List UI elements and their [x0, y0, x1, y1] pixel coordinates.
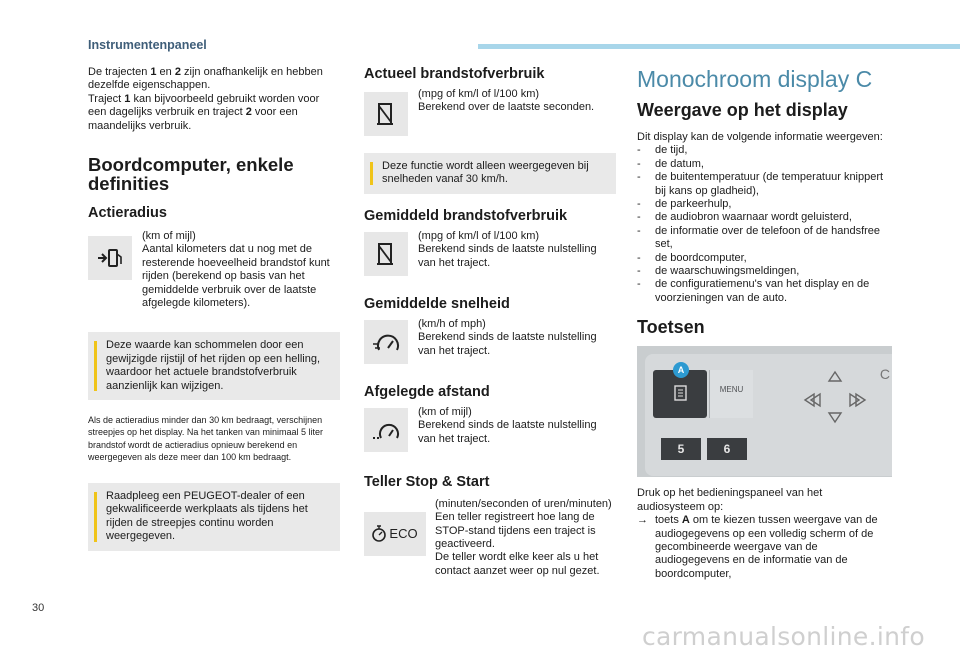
list-item: - de informatie over de telefoon of de handsfree set,: [637, 225, 892, 252]
stopstart-text: (minuten/seconden of uren/minuten) Een teller registreert hoe lang de STOP-stand tijdens een traject is geactiveerd. De teller wordt elke keer als u het contact aanzet weer op nul gezet.: [435, 497, 612, 577]
intro-paragraph-1: De trajecten 1 en 2 zijn onafhankelijk en hebben dezelfde eigenschappen.: [88, 66, 323, 92]
intro-paragraph-2: Traject 1 kan bijvoorbeeld gebruikt worden voor een dagelijks verbruik en traject 2 voor een maandelijks verbruik.: [88, 92, 320, 132]
eco-stop-start-icon: [364, 512, 426, 556]
actieradius-small-note: Als de actieradius minder dan 30 km bedraagt, verschijnen streepjes op het display. Na het tanken van minimaal 5 liter brandstof wordt de actieradius opnieuw berekend en weergegeven als deze meer dan 100 km bedraagt.: [88, 415, 323, 462]
list-item: - de waarschuwingsmeldingen,: [637, 265, 892, 278]
button-a-badge: A: [673, 362, 689, 378]
audio-control-panel-image: [637, 346, 892, 477]
list-item: - de parkeerhulp,: [637, 198, 892, 211]
info-box-schommelen: Deze waarde kan schommelen door een gewijzigde rijstijl of het rijden op een helling, waardoor het actuele brandstofverbruik aanzienlijk kan wijzigen.: [88, 332, 340, 400]
fuel-consumption-icon: [364, 232, 408, 276]
afstand-text: (km of mijl) Berekend sinds de laatste nulstelling van het traject.: [418, 405, 597, 445]
page-number: 30: [32, 602, 45, 614]
actueel-heading: Actueel brandstofverbruik: [364, 66, 545, 82]
info-box-dealer: Raadpleeg een PEUGEOT-dealer of een gekwalificeerde werkplaats als tijdens het rijden de streepjes continu worden weergegeven.: [88, 483, 340, 551]
snelheid-definition: [364, 318, 616, 364]
gemiddeld-definition: [364, 230, 616, 276]
list-item: - de boordcomputer,: [637, 252, 892, 265]
gemiddeld-heading: Gemiddeld brandstofverbruik: [364, 207, 568, 224]
actueel-text: (mpg of km/l of l/100 km) Berekend over de laatste seconden.: [418, 88, 595, 114]
navigation-arrows-icon[interactable]: [797, 366, 873, 442]
actieradius-heading: Actieradius: [88, 205, 167, 222]
boordcomputer-heading: Boordcomputer, enkele definities: [88, 154, 294, 195]
info-box-30kmh: Deze functie wordt alleen weergegeven bij snelheden vanaf 30 km/h.: [364, 153, 616, 194]
distance-icon: [364, 408, 408, 452]
snelheid-text: (km/h of mph) Berekend sinds de laatste nulstelling van het traject.: [418, 317, 597, 357]
column-middle: [364, 66, 616, 578]
column-right: [637, 66, 892, 581]
average-speed-icon: [364, 320, 408, 364]
panel-edge-label: C: [879, 366, 890, 383]
list-item: - de buitentemperatuur (de temperatuur knippert bij kans op gladheid),: [637, 171, 892, 198]
display-info-list: [637, 144, 892, 305]
bottom-intro: Druk op het bedieningspaneel van het audiosysteem op:: [637, 487, 823, 513]
list-item: - de datum,: [637, 158, 892, 171]
bottom-item-toets-a: → toets A om te kiezen tussen weergave van de audiogegevens op een volledig scherm of de gecombineerde weergave van de audiogegevens en de informatie van de boordcomputer,: [637, 514, 878, 580]
afstand-heading: Afgelegde afstand: [364, 383, 490, 400]
weergave-intro: Dit display kan de volgende informatie weergeven:: [637, 131, 883, 143]
toetsen-heading: Toetsen: [637, 317, 705, 338]
stopstart-definition: [364, 498, 616, 578]
display-title: Monochroom display C: [637, 66, 873, 92]
watermark: carmanualsonline.info: [642, 622, 925, 649]
afstand-definition: [364, 406, 616, 452]
preset-button-5[interactable]: 5: [661, 438, 701, 460]
list-item: - de configuratiemenu's van het display en de voorzieningen van de auto.: [637, 278, 892, 305]
header-accent-bar: [478, 44, 960, 49]
arrow-bullet-icon: →: [637, 514, 648, 527]
actueel-definition: [364, 88, 616, 136]
snelheid-heading: Gemiddelde snelheid: [364, 295, 510, 312]
list-item: - de tijd,: [637, 144, 892, 157]
actieradius-text: (km of mijl) Aantal kilometers dat u nog met de resterende hoeveelheid brandstof kunt rijden (berekend op basis van het gemiddelde verbruik over de laatste afgelegde kilometers).: [142, 230, 330, 310]
gemiddeld-text: (mpg of km/l of l/100 km) Berekend sinds de laatste nulstelling van het traject.: [418, 229, 597, 269]
menu-button[interactable]: MENU: [709, 370, 753, 418]
preset-button-6[interactable]: 6: [707, 438, 747, 460]
weergave-heading: Weergave op het display: [637, 100, 848, 120]
eco-label: ECO: [389, 526, 418, 542]
section-title: Instrumentenpaneel: [88, 38, 207, 52]
list-item: - de audiobron waarnaar wordt geluisterd,: [637, 211, 892, 224]
fuel-pump-range-icon: [88, 236, 132, 280]
stopstart-heading: Teller Stop & Start: [364, 473, 490, 490]
actieradius-definition: [88, 230, 340, 310]
column-left: [88, 66, 340, 551]
fuel-consumption-icon: [364, 92, 408, 136]
